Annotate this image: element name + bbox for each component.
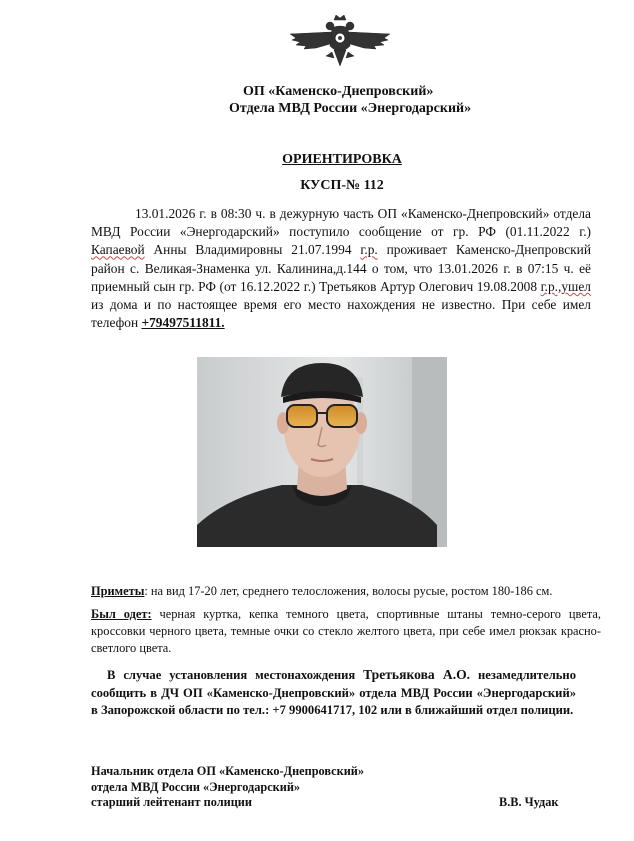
org-name-line1: ОП «Каменско-Днепровский» — [243, 84, 434, 99]
double-headed-eagle-icon — [286, 12, 394, 72]
phone-number: +79497511811. — [141, 315, 225, 331]
kusp-number: КУСП-№ 112 — [300, 178, 384, 193]
signature-rank: старший лейтенант полиции — [91, 795, 252, 809]
signature-position-line1: Начальник отдела ОП «Каменско-Днепровский» — [91, 764, 365, 778]
org-name-line2: Отдела МВД России «Энергодарский» — [229, 101, 472, 116]
main-paragraph: 13.01.2026 г. в 08:30 ч. в дежурную часть ОП «Каменско-Днепровский» отдела МВД России «Энергодарский» поступило сообщение от гр. РФ (01.11.2022 г.) Капаевой Анны Владимировны 21.07.1994 г.р. проживает Каменско-Днепровский район с. Великая-Знаменка ул. Калинина,д.144 о том, что 13.01.2026 г. в 07:15 ч. её приемный сын гр. РФ (от 16.12.2022 г.) Третьяков Артур Олегович 19.08.2008 г.р.,ушел из дома и по настоящее время его место нахождения не известно. При себе имел телефон +79497511811. — [91, 206, 591, 331]
contact-notice: В случае установления местонахождения Третьякова А.О. незамедлительно сообщить в ДЧ ОП «Каменско-Днепровский» отдела МВД России «Энергодарский» в Запорожской области по тел.: +7 9900641717, 102 или в ближайший отдел полиции. — [91, 667, 576, 717]
document-title: ОРИЕНТИРОВКА — [282, 152, 402, 167]
signature-position-line2: отдела МВД России «Энергодарский» — [91, 779, 301, 794]
signature-name: В.В. Чудак — [499, 795, 559, 809]
description-signs: Приметы: на вид 17-20 лет, среднего телосложения, волосы русые, ростом 180-186 см. — [91, 584, 553, 598]
person-photo — [197, 357, 447, 547]
signature-block — [91, 764, 364, 811]
description-clothes: Был одет: черная куртка, кепка темного цвета, спортивные штаны темно-серого цвета, кроссовки черного цвета, темные очки со стекло желтого цвета, при себе имел рюкзак красно-светлого цвета. — [91, 607, 601, 655]
